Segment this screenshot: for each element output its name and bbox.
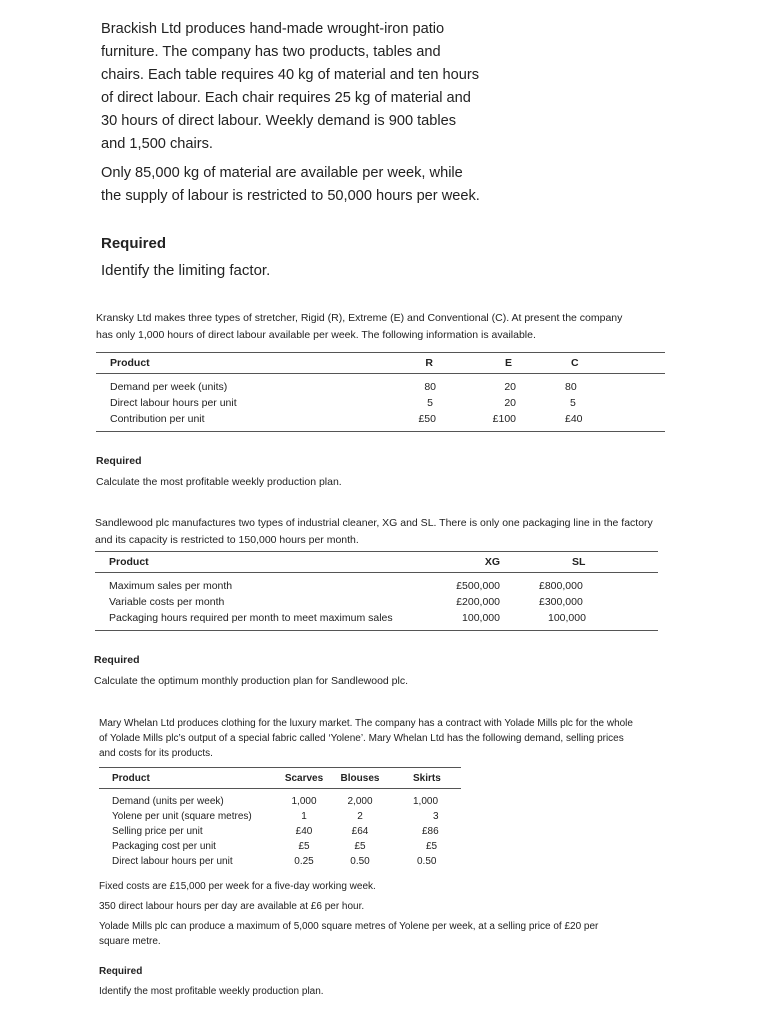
cell-skirts: 0.50 xyxy=(417,856,437,867)
table-row xyxy=(99,854,461,869)
table-row xyxy=(95,578,658,594)
cell-c: £40 xyxy=(516,411,665,432)
cell-e: £100 xyxy=(436,411,516,432)
sandlewood-intro: Sandlewood plc manufactures two types of industrial cleaner, XG and SL. There is only one packaging line in the factory and its capacity is restricted to 150,000 hours per month. xyxy=(95,517,653,546)
header-e: E xyxy=(436,353,516,374)
row-label: Packaging hours required per month to meet maximum sales xyxy=(95,610,430,631)
brackish-required-heading: Required xyxy=(101,235,167,252)
kransky-table xyxy=(96,352,665,432)
brackish-paragraph-1: Brackish Ltd produces hand-made wrought-iron patio furniture. The company has two products, tables and chairs. Each table requires 40 kg of material and ten hours of direct labour. Each chair requires 25 kg of material and 30 hours of direct labour. Weekly demand is 900 tables and 1,500 chairs. xyxy=(101,21,480,152)
cell-xg: £500,000 xyxy=(456,580,500,592)
cell-r: 80 xyxy=(424,381,436,393)
cell-scarves: 0.25 xyxy=(294,856,314,867)
brackish-question xyxy=(101,18,481,282)
mary-whelan-required-heading: Required xyxy=(99,966,143,977)
kransky-intro: Kransky Ltd makes three types of stretcher, Rigid (R), Extreme (E) and Conventional (C). At present the company has only 1,000 hours of direct labour available per week. The following information is available. xyxy=(96,312,623,341)
cell-blouses: 2 xyxy=(357,811,363,822)
table-row xyxy=(99,794,461,809)
cell-scarves: £5 xyxy=(298,841,310,852)
header-sl: SL xyxy=(500,552,658,573)
table-row xyxy=(96,395,665,411)
header-product: Product xyxy=(95,552,430,573)
row-label: Direct labour hours per unit xyxy=(112,856,233,867)
header-blouses: Blouses xyxy=(329,768,391,789)
header-skirts: Skirts xyxy=(391,768,461,789)
header-scarves: Scarves xyxy=(279,768,329,789)
header-xg: XG xyxy=(430,552,500,573)
table-row xyxy=(99,809,461,824)
table-row xyxy=(96,411,665,432)
row-label: Selling price per unit xyxy=(112,826,203,837)
row-label: Variable costs per month xyxy=(109,596,225,608)
brackish-paragraph-2: Only 85,000 kg of material are available per week, while the supply of labour is restricted to 50,000 hours per week. xyxy=(101,165,480,204)
cell-blouses: £5 xyxy=(354,841,366,852)
row-label: Demand (units per week) xyxy=(112,796,224,807)
sandlewood-task: Calculate the optimum monthly production plan for Sandlewood plc. xyxy=(94,675,409,687)
row-label: Demand per week (units) xyxy=(110,381,228,393)
header-r: R xyxy=(346,353,436,374)
table-header-row xyxy=(96,353,665,374)
cell-scarves: 1,000 xyxy=(291,796,317,807)
header-c: C xyxy=(516,353,665,374)
cell-blouses: 2,000 xyxy=(347,796,373,807)
labour-hours-note: 350 direct labour hours per day are available at £6 per hour. xyxy=(99,901,365,912)
cell-sl: 100,000 xyxy=(500,610,658,631)
kransky-required-heading: Required xyxy=(96,455,142,467)
table-header-row xyxy=(95,552,658,573)
cell-e: 20 xyxy=(504,397,516,409)
cell-sl: £800,000 xyxy=(539,580,583,592)
cell-scarves: 1 xyxy=(301,811,307,822)
table-header-row xyxy=(99,768,461,789)
cell-sl: £300,000 xyxy=(539,596,583,608)
table-row xyxy=(99,839,461,854)
mary-whelan-task: Identify the most profitable weekly production plan. xyxy=(99,986,324,997)
row-label: Direct labour hours per unit xyxy=(110,397,237,409)
table-row xyxy=(95,610,658,631)
cell-r: 5 xyxy=(427,397,433,409)
brackish-task: Identify the limiting factor. xyxy=(101,262,271,279)
row-label: Maximum sales per month xyxy=(109,580,233,592)
table-row xyxy=(96,379,665,395)
cell-c: 5 xyxy=(570,397,576,409)
kransky-task: Calculate the most profitable weekly production plan. xyxy=(96,476,342,488)
fixed-costs-note: Fixed costs are £15,000 per week for a five-day working week. xyxy=(99,881,376,892)
cell-skirts: 1,000 xyxy=(413,796,439,807)
table-row xyxy=(95,594,658,610)
cell-skirts: £86 xyxy=(422,826,439,837)
cell-scarves: £40 xyxy=(295,826,313,837)
cell-skirts: 3 xyxy=(433,811,439,822)
cell-blouses: 0.50 xyxy=(350,856,370,867)
header-product: Product xyxy=(99,768,279,789)
sandlewood-required-heading: Required xyxy=(94,654,140,666)
cell-skirts: £5 xyxy=(426,841,438,852)
cell-blouses: £64 xyxy=(351,826,369,837)
cell-xg: 100,000 xyxy=(430,610,500,631)
cell-c: 80 xyxy=(565,381,577,393)
mary-whelan-intro: Mary Whelan Ltd produces clothing for the luxury market. The company has a contract with Yolade Mills plc for the whole of Yolade Mills plc’s output of a special fabric called ‘Yolene’. Mary Whelan Ltd has the following demand, selling prices and costs for its products. xyxy=(99,718,633,759)
row-label: Yolene per unit (square metres) xyxy=(112,811,252,822)
row-label: Packaging cost per unit xyxy=(112,841,216,852)
mary-whelan-table xyxy=(99,767,461,869)
sandlewood-table xyxy=(95,551,658,631)
yolene-supply-note: Yolade Mills plc can produce a maximum of 5,000 square metres of Yolene per week, at a selling price of £20 per square metre. xyxy=(99,921,599,947)
cell-xg: £200,000 xyxy=(456,596,500,608)
cell-e: 20 xyxy=(504,381,516,393)
header-product: Product xyxy=(96,353,346,374)
cell-r: £50 xyxy=(346,411,436,432)
row-label: Contribution per unit xyxy=(96,411,346,432)
table-row xyxy=(99,824,461,839)
